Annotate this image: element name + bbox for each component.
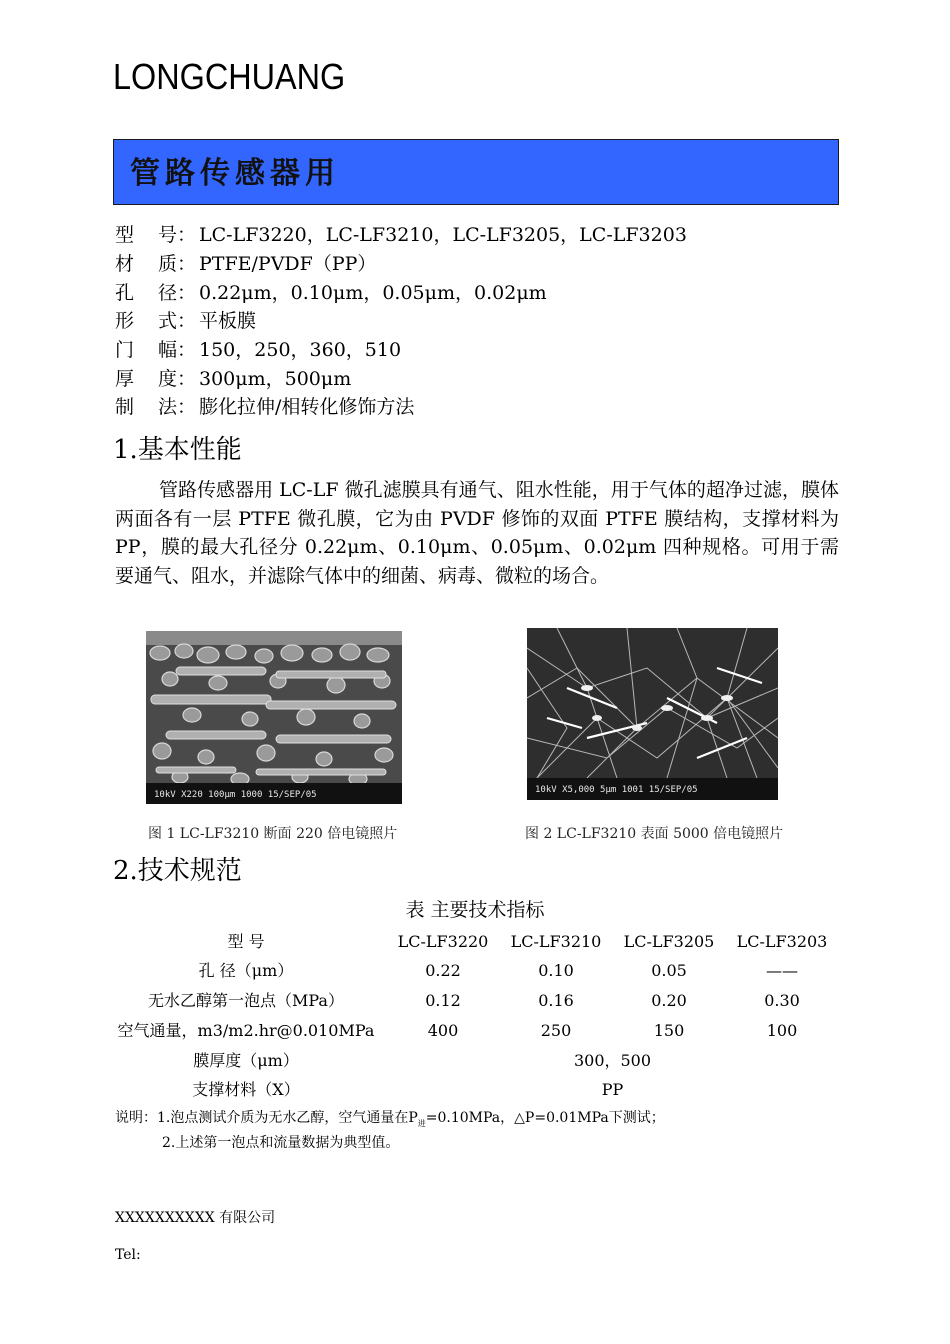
sem-label-2: 10kV X5,000 5μm 1001 15/SEP/05	[535, 785, 698, 795]
spec-label: 材	[115, 253, 135, 275]
spec-label: 径	[158, 282, 178, 304]
table-row-label: 无水乙醇第一泡点（MPa）	[148, 991, 344, 1010]
spec-value: 膨化拉伸/相转化修饰方法	[199, 396, 415, 418]
sem-image-1	[146, 631, 402, 804]
spec-row-thickness: 厚 度： 300μm，500μm	[115, 365, 351, 393]
section-title-basic: 1.基本性能	[113, 435, 242, 465]
table-header-cell: LC-LF3210	[510, 932, 602, 951]
table-cell: 150	[653, 1021, 685, 1040]
figure-caption-1: 图 1 LC-LF3210 断面 220 倍电镜照片	[148, 826, 398, 842]
sem-photo-surface	[527, 628, 778, 800]
spec-value: PTFE/PVDF（PP）	[199, 253, 377, 275]
table-row	[113, 1016, 843, 1046]
spec-row-pore: 孔 径： 0.22μm，0.10μm，0.05μm，0.02μm	[115, 279, 547, 307]
table-row-label: 膜厚度（μm）	[193, 1051, 299, 1070]
spec-row-width: 门 幅： 150，250，360，510	[115, 336, 401, 364]
table-cell: 100	[766, 1021, 798, 1040]
spec-row-model: 型 号： LC-LF3220，LC-LF3210，LC-LF3205，LC-LF3203	[115, 221, 687, 249]
section-paragraph: 管路传感器用 LC-LF 微孔滤膜具有通气、阻水性能，用于气体的超净过滤，膜体两面各有一层 PTFE 微孔膜，它为由 PVDF 修饰的双面 PTFE 膜结构，支撑材料为 PP，膜的最大孔径分 0.22μm、0.10μm、0.05μm、0.02μm 四种规格。可用于需要通气、阻水，并滤除气体中的细菌、病毒、微粒的场合。	[115, 479, 839, 587]
table-header-cell: LC-LF3203	[736, 932, 828, 951]
note-text: 说明：1.泡点测试介质为无水乙醇，空气通量在P	[115, 1110, 418, 1126]
table-merged-cell: PP	[601, 1080, 624, 1099]
company-logo: LONGCHUANG	[113, 56, 346, 97]
table-row	[113, 1075, 843, 1105]
spec-label: 式	[158, 310, 178, 332]
footer-tel: Tel:	[115, 1247, 141, 1263]
spec-label: 门	[115, 339, 135, 361]
sem-image-2	[527, 628, 778, 800]
table-row	[113, 986, 843, 1016]
table-cell: 0.20	[651, 991, 687, 1010]
sem-label-1: 10kV X220 100μm 1000 15/SEP/05	[154, 790, 317, 800]
spec-label: 法	[158, 396, 178, 418]
table-cell: 400	[427, 1021, 459, 1040]
table-header-cell: LC-LF3220	[397, 932, 489, 951]
note-subscript: 进	[417, 1119, 426, 1128]
spec-label: 孔	[115, 282, 135, 304]
spec-label: 质	[158, 253, 178, 275]
table-header-row	[113, 927, 843, 957]
spec-row-method: 制 法： 膨化拉伸/相转化修饰方法	[115, 393, 414, 421]
footer-company: XXXXXXXXXX 有限公司	[115, 1210, 276, 1226]
table-row-label: 空气通量，m3/m2.hr@0.010MPa	[117, 1021, 375, 1040]
table-header-cell: LC-LF3205	[623, 932, 715, 951]
table-cell: 0.10	[538, 961, 574, 980]
spec-label: 幅	[158, 339, 178, 361]
spec-label: 型	[115, 224, 135, 246]
table-cell: 0.05	[651, 961, 687, 980]
sem-photo-cross-section	[146, 631, 402, 804]
table-row-label: 孔 径（μm）	[198, 961, 294, 980]
spec-label: 形	[115, 310, 135, 332]
title-banner	[113, 139, 839, 205]
table-row	[113, 1046, 843, 1076]
spec-value: 150，250，360，510	[199, 339, 402, 361]
spec-label: 度	[158, 368, 178, 390]
table-note-1	[115, 1107, 665, 1135]
spec-label: 厚	[115, 368, 135, 390]
table-cell: ——	[766, 961, 798, 980]
table-row-label: 支撑材料（X）	[192, 1080, 300, 1099]
table-title: 表 主要技术指标	[405, 899, 545, 921]
spec-value: 0.22μm，0.10μm，0.05μm，0.02μm	[199, 282, 547, 304]
note-text: =0.10MPa，△P=0.01MPa下测试；	[425, 1110, 665, 1126]
table-cell: 0.12	[425, 991, 461, 1010]
table-cell: 0.30	[764, 991, 800, 1010]
spec-value: LC-LF3220，LC-LF3210，LC-LF3205，LC-LF3203	[199, 224, 687, 246]
table-cell: 0.22	[425, 961, 461, 980]
spec-label: 号	[158, 224, 178, 246]
banner-title: 管路传感器用	[130, 156, 340, 191]
section-title-spec: 2.技术规范	[113, 856, 242, 886]
table-cell: 0.16	[538, 991, 574, 1010]
table-note-2: 2.上述第一泡点和流量数据为典型值。	[162, 1135, 400, 1151]
spec-label: 制	[115, 396, 135, 418]
spec-row-form: 形 式： 平板膜	[115, 307, 256, 335]
table-cell: 250	[540, 1021, 572, 1040]
figure-caption-2: 图 2 LC-LF3210 表面 5000 倍电镜照片	[525, 826, 784, 842]
spec-row-material: 材 质： PTFE/PVDF（PP）	[115, 250, 376, 278]
spec-value: 平板膜	[199, 310, 257, 332]
table-row	[113, 956, 843, 986]
table-merged-cell: 300，500	[573, 1051, 652, 1070]
table-header-label: 型 号	[227, 932, 265, 951]
spec-value: 300μm，500μm	[199, 368, 352, 390]
